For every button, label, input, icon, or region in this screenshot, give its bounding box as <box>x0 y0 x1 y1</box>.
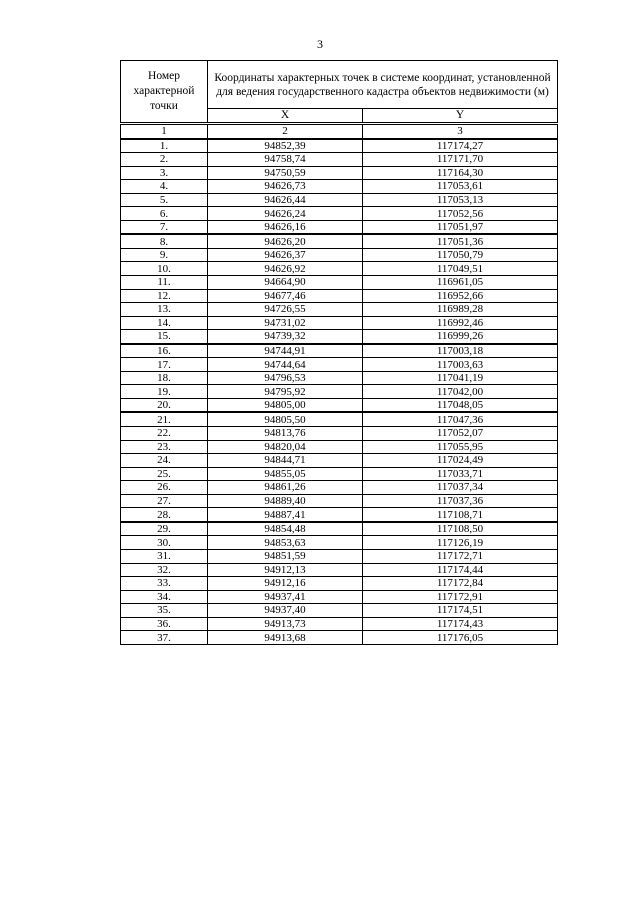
x-axis-header: X <box>208 109 363 123</box>
table-row <box>121 536 558 550</box>
point-number-header: Номер характерной точки <box>121 61 208 123</box>
point-number-cell: 29. <box>121 522 208 536</box>
x-coordinate-cell: 94626,24 <box>208 207 363 221</box>
point-number-cell: 34. <box>121 590 208 604</box>
table-row <box>121 166 558 180</box>
y-coordinate-cell: 117108,71 <box>363 508 558 522</box>
table-row <box>121 371 558 385</box>
point-number-cell: 16. <box>121 344 208 358</box>
point-number-cell: 36. <box>121 617 208 631</box>
table-row <box>121 248 558 262</box>
y-coordinate-cell: 117050,79 <box>363 248 558 262</box>
x-coordinate-cell: 94726,55 <box>208 303 363 317</box>
x-coordinate-cell: 94852,39 <box>208 139 363 153</box>
table-row <box>121 494 558 508</box>
y-coordinate-cell: 117037,36 <box>363 494 558 508</box>
point-number-cell: 8. <box>121 234 208 248</box>
y-coordinate-cell: 117172,84 <box>363 577 558 591</box>
y-coordinate-cell: 117041,19 <box>363 371 558 385</box>
x-coordinate-cell: 94889,40 <box>208 494 363 508</box>
y-coordinate-cell: 117108,50 <box>363 522 558 536</box>
table-row <box>121 262 558 276</box>
point-number-cell: 9. <box>121 248 208 262</box>
x-coordinate-cell: 94677,46 <box>208 289 363 303</box>
x-coordinate-cell: 94912,13 <box>208 563 363 577</box>
point-number-cell: 26. <box>121 481 208 495</box>
coordinates-table-body <box>121 125 558 645</box>
point-number-cell: 32. <box>121 563 208 577</box>
table-row <box>121 563 558 577</box>
y-coordinate-cell: 116992,46 <box>363 316 558 330</box>
x-coordinate-cell: 94937,41 <box>208 590 363 604</box>
point-number-cell: 5. <box>121 193 208 207</box>
x-coordinate-cell: 94626,73 <box>208 180 363 194</box>
y-coordinate-cell: 117174,51 <box>363 604 558 618</box>
table-row <box>121 631 558 645</box>
y-coordinate-cell: 116961,05 <box>363 276 558 290</box>
point-number-cell: 2. <box>121 153 208 167</box>
x-coordinate-cell: 94805,50 <box>208 412 363 426</box>
y-coordinate-cell: 117052,56 <box>363 207 558 221</box>
y-coordinate-cell: 117003,63 <box>363 358 558 372</box>
y-coordinate-cell: 117174,27 <box>363 139 558 153</box>
table-row <box>121 153 558 167</box>
point-number-cell: 33. <box>121 577 208 591</box>
x-coordinate-cell: 94851,59 <box>208 549 363 563</box>
table-row <box>121 207 558 221</box>
x-coordinate-cell: 94626,16 <box>208 220 363 234</box>
y-coordinate-cell: 117024,49 <box>363 454 558 468</box>
point-number-cell: 13. <box>121 303 208 317</box>
x-coordinate-cell: 94758,74 <box>208 153 363 167</box>
y-coordinate-cell: 117042,00 <box>363 385 558 399</box>
point-number-cell: 24. <box>121 454 208 468</box>
x-coordinate-cell: 94855,05 <box>208 467 363 481</box>
y-coordinate-cell: 117172,91 <box>363 590 558 604</box>
x-coordinate-cell: 94664,90 <box>208 276 363 290</box>
table-row <box>121 508 558 522</box>
x-coordinate-cell: 94805,00 <box>208 398 363 412</box>
table-row <box>121 617 558 631</box>
point-number-cell: 19. <box>121 385 208 399</box>
x-coordinate-cell: 94744,91 <box>208 344 363 358</box>
x-coordinate-cell: 94739,32 <box>208 330 363 344</box>
point-number-cell: 30. <box>121 536 208 550</box>
table-row <box>121 330 558 344</box>
table-row <box>121 358 558 372</box>
table-row <box>121 276 558 290</box>
y-coordinate-cell: 117051,97 <box>363 220 558 234</box>
y-coordinate-cell: 117164,30 <box>363 166 558 180</box>
table-row <box>121 289 558 303</box>
x-coordinate-cell: 94626,20 <box>208 234 363 248</box>
table-row <box>121 344 558 358</box>
point-number-cell: 12. <box>121 289 208 303</box>
y-coordinate-cell: 117033,71 <box>363 467 558 481</box>
x-coordinate-cell: 94913,73 <box>208 617 363 631</box>
table-row <box>121 522 558 536</box>
point-number-cell: 14. <box>121 316 208 330</box>
x-coordinate-cell: 94813,76 <box>208 427 363 441</box>
y-coordinate-cell: 117176,05 <box>363 631 558 645</box>
table-row <box>121 590 558 604</box>
point-number-cell: 1. <box>121 139 208 153</box>
table-row <box>121 454 558 468</box>
x-coordinate-cell: 94750,59 <box>208 166 363 180</box>
point-number-cell: 35. <box>121 604 208 618</box>
x-coordinate-cell: 94844,71 <box>208 454 363 468</box>
point-number-cell: 6. <box>121 207 208 221</box>
x-coordinate-cell: 94853,63 <box>208 536 363 550</box>
table-row <box>121 220 558 234</box>
y-axis-header: Y <box>363 109 558 123</box>
column-number: 1 <box>121 125 208 139</box>
table-row <box>121 385 558 399</box>
x-coordinate-cell: 94731,02 <box>208 316 363 330</box>
point-number-cell: 25. <box>121 467 208 481</box>
point-number-cell: 23. <box>121 440 208 454</box>
y-coordinate-cell: 117051,36 <box>363 234 558 248</box>
point-number-cell: 28. <box>121 508 208 522</box>
point-number-cell: 37. <box>121 631 208 645</box>
page-number: 3 <box>317 37 323 51</box>
table-row <box>121 549 558 563</box>
x-coordinate-cell: 94795,92 <box>208 385 363 399</box>
point-number-cell: 21. <box>121 412 208 426</box>
y-coordinate-cell: 117172,71 <box>363 549 558 563</box>
y-coordinate-cell: 117053,13 <box>363 193 558 207</box>
table-header <box>120 60 558 123</box>
y-coordinate-cell: 117053,61 <box>363 180 558 194</box>
x-coordinate-cell: 94937,40 <box>208 604 363 618</box>
x-coordinate-cell: 94913,68 <box>208 631 363 645</box>
point-number-cell: 27. <box>121 494 208 508</box>
point-number-cell: 7. <box>121 220 208 234</box>
point-number-cell: 18. <box>121 371 208 385</box>
point-number-cell: 17. <box>121 358 208 372</box>
y-coordinate-cell: 116989,28 <box>363 303 558 317</box>
table-row <box>121 139 558 153</box>
point-number-cell: 3. <box>121 166 208 180</box>
table-row <box>121 193 558 207</box>
coordinates-header: Координаты характерных точек в системе координат, установленной для ведения государственного кадастра объектов недвижимости (м) <box>208 61 558 109</box>
table-row <box>121 467 558 481</box>
y-coordinate-cell: 116952,66 <box>363 289 558 303</box>
y-coordinate-cell: 117055,95 <box>363 440 558 454</box>
point-number-cell: 15. <box>121 330 208 344</box>
y-coordinate-cell: 117174,43 <box>363 617 558 631</box>
table-row <box>121 398 558 412</box>
y-coordinate-cell: 117047,36 <box>363 412 558 426</box>
table-row <box>121 316 558 330</box>
y-coordinate-cell: 117037,34 <box>363 481 558 495</box>
y-coordinate-cell: 116999,26 <box>363 330 558 344</box>
y-coordinate-cell: 117174,44 <box>363 563 558 577</box>
y-coordinate-cell: 117048,05 <box>363 398 558 412</box>
y-coordinate-cell: 117049,51 <box>363 262 558 276</box>
column-number-row <box>121 125 558 139</box>
y-coordinate-cell: 117126,19 <box>363 536 558 550</box>
y-coordinate-cell: 117052,07 <box>363 427 558 441</box>
x-coordinate-cell: 94626,44 <box>208 193 363 207</box>
y-coordinate-cell: 117003,18 <box>363 344 558 358</box>
y-coordinate-cell: 117171,70 <box>363 153 558 167</box>
x-coordinate-cell: 94887,41 <box>208 508 363 522</box>
x-coordinate-cell: 94861,26 <box>208 481 363 495</box>
point-number-cell: 20. <box>121 398 208 412</box>
table-row <box>121 427 558 441</box>
table-row <box>121 303 558 317</box>
point-number-cell: 22. <box>121 427 208 441</box>
x-coordinate-cell: 94820,04 <box>208 440 363 454</box>
x-coordinate-cell: 94796,53 <box>208 371 363 385</box>
point-number-cell: 31. <box>121 549 208 563</box>
column-number: 3 <box>363 125 558 139</box>
x-coordinate-cell: 94912,16 <box>208 577 363 591</box>
x-coordinate-cell: 94626,92 <box>208 262 363 276</box>
table-row <box>121 440 558 454</box>
table-row <box>121 412 558 426</box>
point-number-cell: 11. <box>121 276 208 290</box>
column-number: 2 <box>208 125 363 139</box>
point-number-cell: 10. <box>121 262 208 276</box>
table-row <box>121 481 558 495</box>
table-row <box>121 604 558 618</box>
table-row <box>121 577 558 591</box>
coordinates-table <box>120 124 558 645</box>
point-number-cell: 4. <box>121 180 208 194</box>
table-row <box>121 180 558 194</box>
table-row <box>121 234 558 248</box>
x-coordinate-cell: 94744,64 <box>208 358 363 372</box>
x-coordinate-cell: 94626,37 <box>208 248 363 262</box>
x-coordinate-cell: 94854,48 <box>208 522 363 536</box>
